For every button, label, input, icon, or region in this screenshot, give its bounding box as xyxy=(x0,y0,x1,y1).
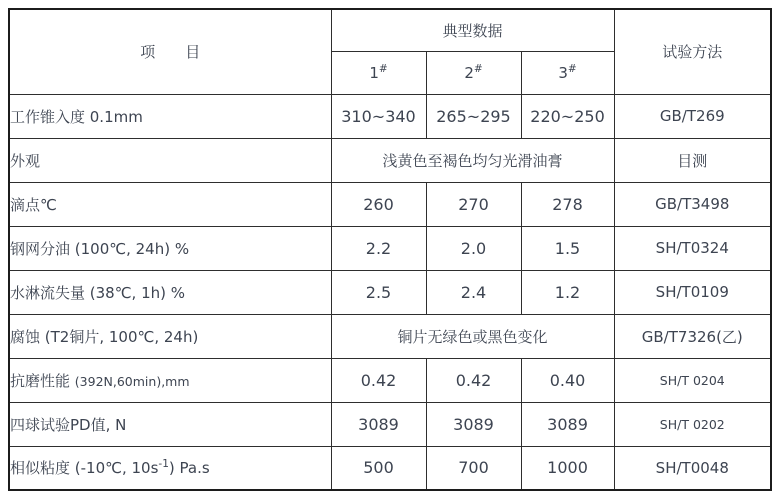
row-label-cn: 抗磨性能 xyxy=(10,371,75,390)
row-method: GB/T269 xyxy=(614,94,771,138)
sample-2-sup: # xyxy=(473,62,483,75)
header-typical-data: 典型数据 xyxy=(331,9,614,51)
table-row-penetration xyxy=(9,94,771,138)
row-value: 2.2 xyxy=(331,226,426,270)
row-method: SH/T 0204 xyxy=(614,358,771,402)
header-item: 项 目 xyxy=(9,9,331,94)
header-sample-1 xyxy=(331,51,426,94)
header-sample-2 xyxy=(426,51,521,94)
row-value: 310~340 xyxy=(331,94,426,138)
row-label: 水淋流失量 (38℃, 1h) % xyxy=(9,270,331,314)
row-value: 1000 xyxy=(521,446,614,490)
sample-3-base: 3 xyxy=(558,63,568,82)
table-row-oil-separation xyxy=(9,226,771,270)
row-label: 外观 xyxy=(9,138,331,182)
sample-3-sup: # xyxy=(567,62,577,75)
row-label-post: ) Pa.s xyxy=(168,459,210,478)
row-value: 265~295 xyxy=(426,94,521,138)
row-value: 3089 xyxy=(331,402,426,446)
sample-2-base: 2 xyxy=(464,63,474,82)
sample-1-sup: # xyxy=(378,62,388,75)
row-value: 2.5 xyxy=(331,270,426,314)
row-label: 滴点℃ xyxy=(9,182,331,226)
row-span-value: 铜片无绿色或黑色变化 xyxy=(331,314,614,358)
row-value: 0.42 xyxy=(426,358,521,402)
table-row-apparent-viscosity xyxy=(9,446,771,490)
row-label-latin: (392N,60min),mm xyxy=(74,373,190,389)
row-method: GB/T3498 xyxy=(614,182,771,226)
row-method: 目测 xyxy=(614,138,771,182)
table-row-drop-point xyxy=(9,182,771,226)
header-row-top xyxy=(9,9,771,51)
header-test-method: 试验方法 xyxy=(614,9,771,94)
row-value: 500 xyxy=(331,446,426,490)
row-label: 腐蚀 (T2铜片, 100℃, 24h) xyxy=(9,314,331,358)
row-span-value: 浅黄色至褐色均匀光滑油膏 xyxy=(331,138,614,182)
row-value: 220~250 xyxy=(521,94,614,138)
row-value: 2.4 xyxy=(426,270,521,314)
table-row-corrosion xyxy=(9,314,771,358)
spec-table xyxy=(8,8,772,491)
row-value: 278 xyxy=(521,182,614,226)
row-value: 0.42 xyxy=(331,358,426,402)
row-label: 钢网分油 (100℃, 24h) % xyxy=(9,226,331,270)
table-row-appearance xyxy=(9,138,771,182)
row-value: 260 xyxy=(331,182,426,226)
row-label-sup: -1 xyxy=(158,458,169,471)
row-method: SH/T0324 xyxy=(614,226,771,270)
row-value: 270 xyxy=(426,182,521,226)
table-row-water-washout xyxy=(9,270,771,314)
row-value: 0.40 xyxy=(521,358,614,402)
table-row-antiwear xyxy=(9,358,771,402)
row-method: SH/T 0202 xyxy=(614,402,771,446)
row-method: SH/T0048 xyxy=(614,446,771,490)
row-label xyxy=(9,358,331,402)
row-label xyxy=(9,446,331,490)
row-value: 3089 xyxy=(426,402,521,446)
row-label: 四球试验PD值, N xyxy=(9,402,331,446)
row-label: 工作锥入度 0.1mm xyxy=(9,94,331,138)
row-method: SH/T0109 xyxy=(614,270,771,314)
row-value: 1.5 xyxy=(521,226,614,270)
table-row-four-ball-pd xyxy=(9,402,771,446)
row-value: 1.2 xyxy=(521,270,614,314)
row-value: 3089 xyxy=(521,402,614,446)
header-sample-3 xyxy=(521,51,614,94)
row-value: 2.0 xyxy=(426,226,521,270)
row-label-pre: 相似粘度 (-10℃, 10s xyxy=(10,459,159,478)
sample-1-base: 1 xyxy=(369,63,379,82)
row-method: GB/T7326(乙) xyxy=(614,314,771,358)
row-value: 700 xyxy=(426,446,521,490)
